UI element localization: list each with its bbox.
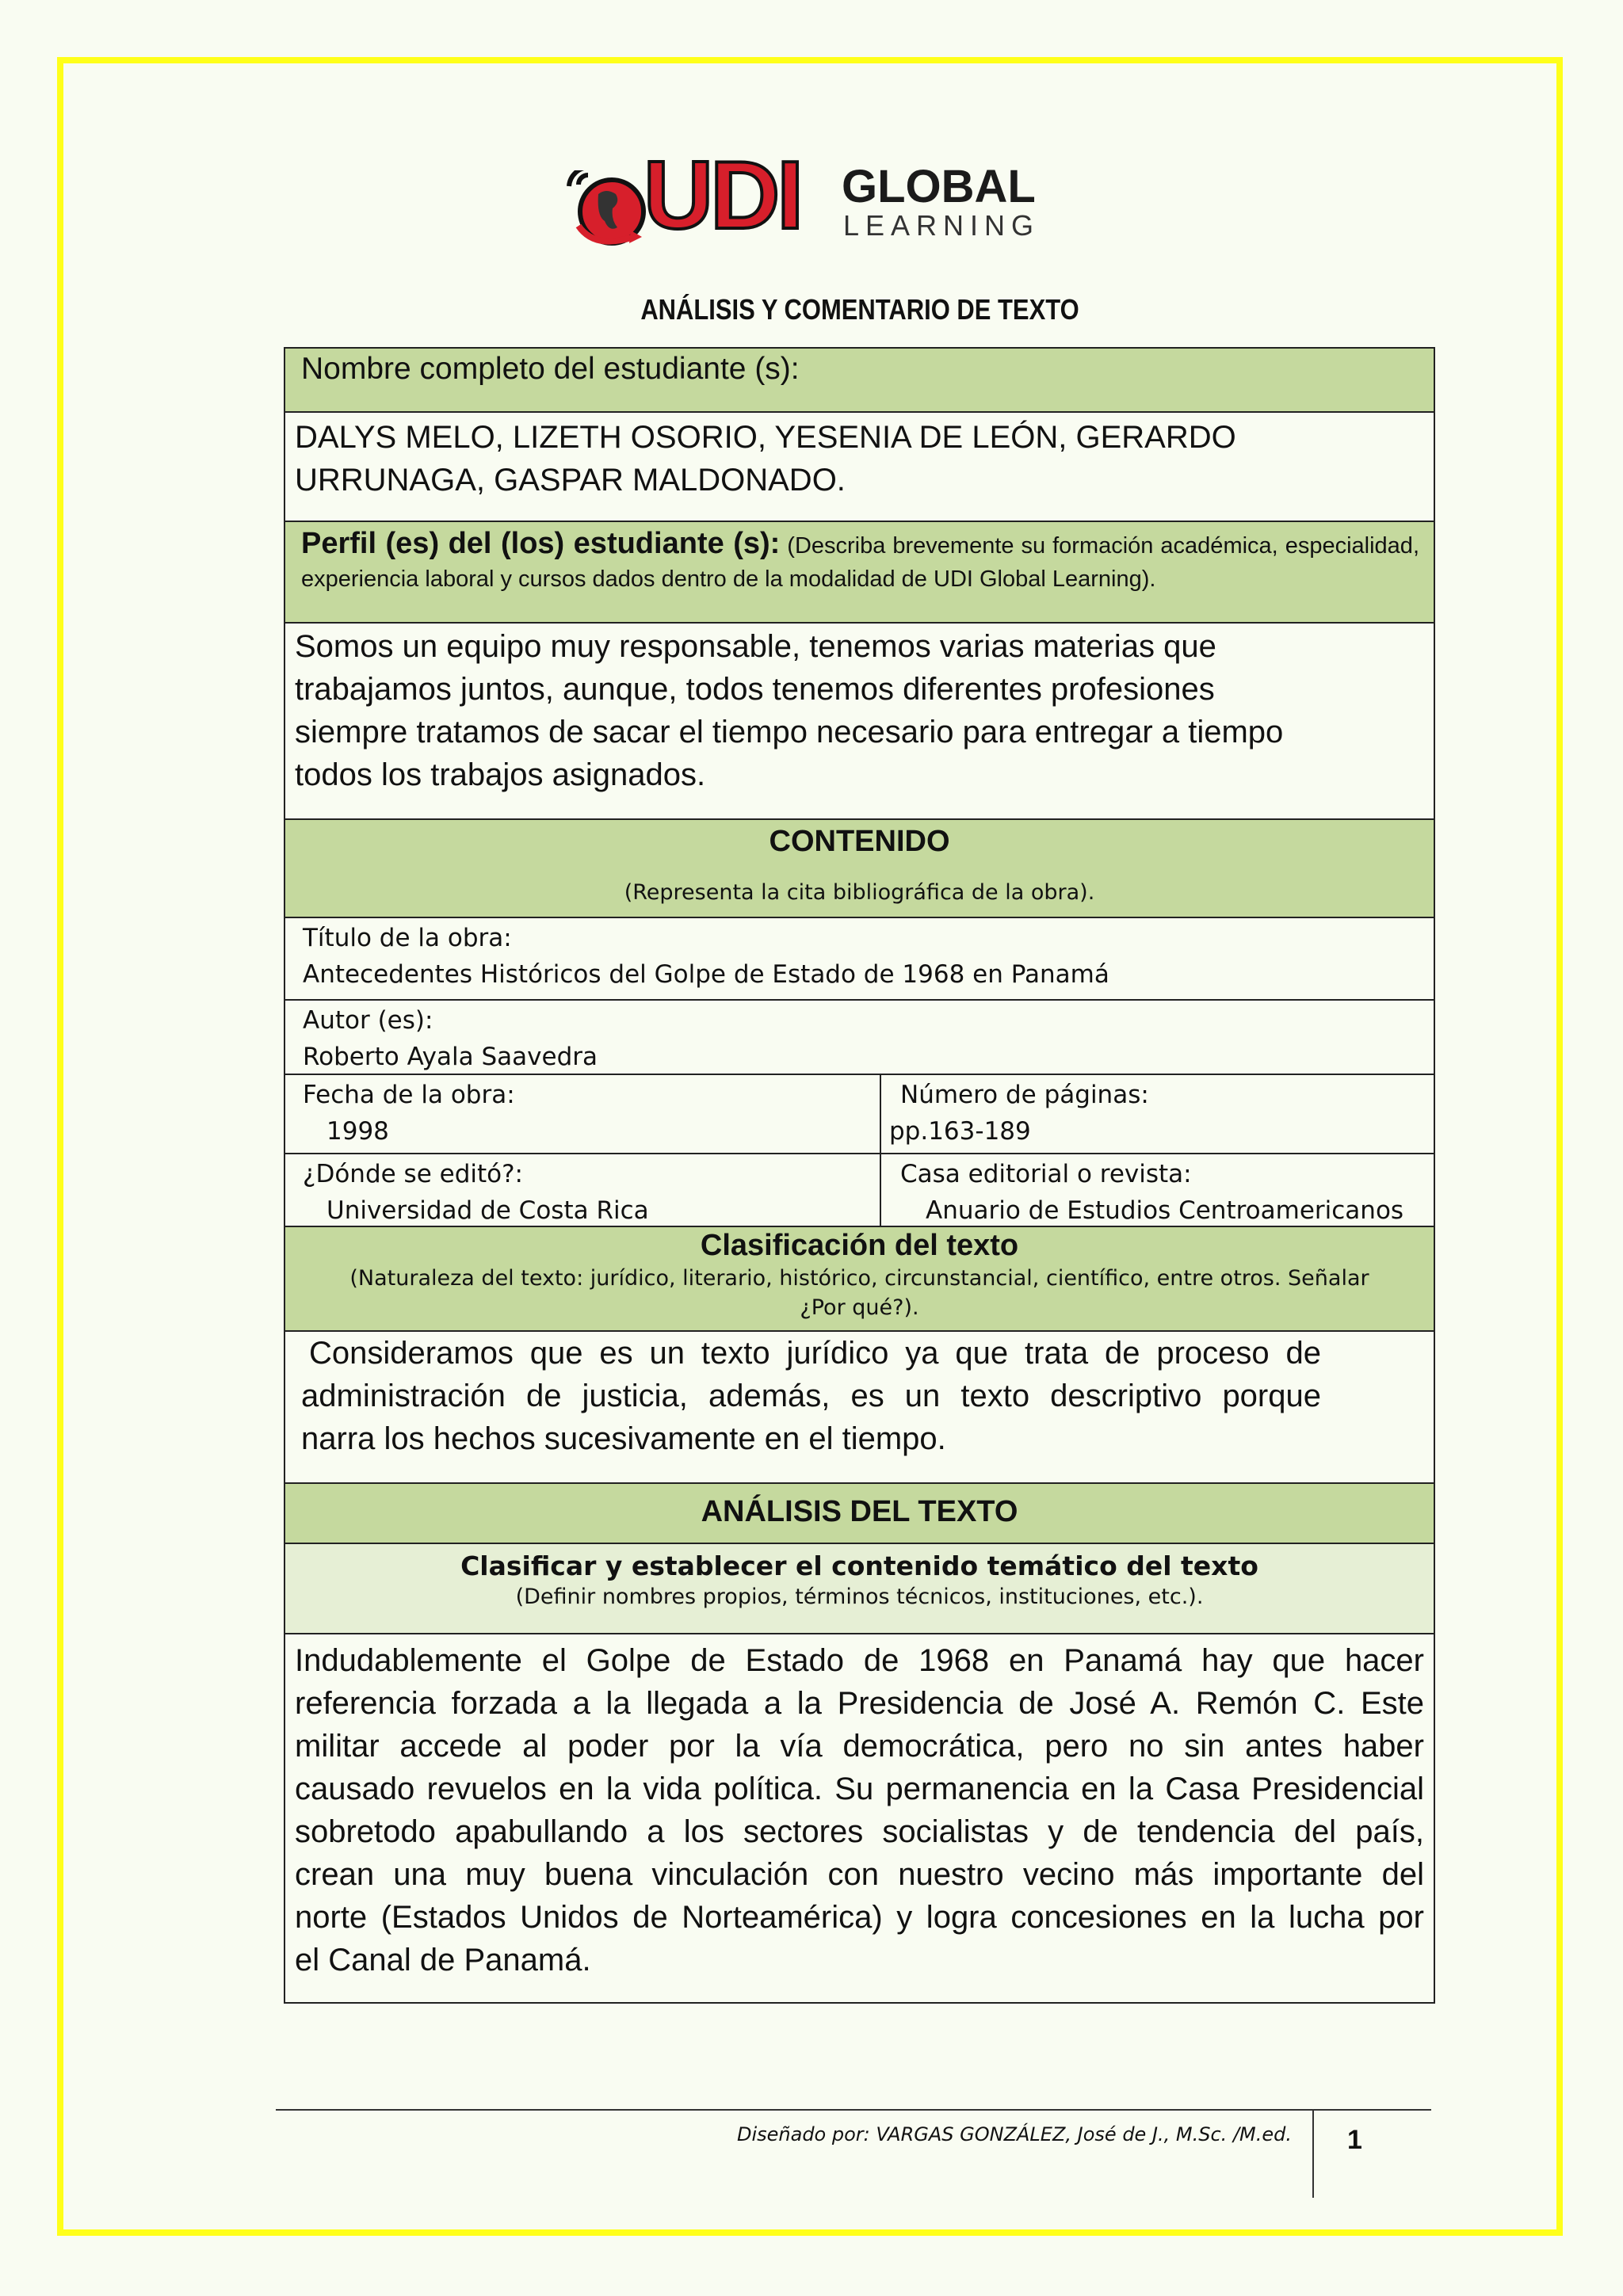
profile-header (284, 522, 1435, 624)
analysis-header (284, 1484, 1435, 1544)
date-label: Fecha de la obra: (303, 1081, 515, 1109)
pages-label: Número de páginas: (900, 1081, 1149, 1109)
author-cell (284, 1001, 1435, 1075)
analysis-subheading: Clasificar y establecer el contenido temático del texto (460, 1550, 1258, 1581)
profile-hint: (Describa brevemente su formación académica, especialidad, experiencia laboral y cursos dados dentro de la modalidad de UDI Global Learning). (301, 533, 1419, 592)
work-title-value: Antecedentes Históricos del Golpe de Estado de 1968 en Panamá (303, 960, 1109, 989)
classification-hint-line: ¿Por qué?). (800, 1295, 919, 1320)
document-title: ANÁLISIS Y COMENTARIO DE TEXTO (640, 293, 1079, 326)
content-section-header (284, 820, 1435, 918)
profile-label: Perfil (es) del (los) estudiante (s): (301, 527, 781, 560)
edition-place-value: Universidad de Costa Rica (327, 1196, 649, 1225)
classification-line: narra los hechos sucesivamente en el tiempo. (301, 1421, 946, 1456)
analysis-line: el Canal de Panamá. (295, 1943, 591, 1978)
edition-place-label: ¿Dónde se editó?: (303, 1160, 524, 1188)
analysis-line: militar accede al poder por la vía democrática, pero no sin antes haber (295, 1729, 1424, 1764)
page-number: 1 (1347, 2125, 1362, 2155)
student-name-label: Nombre completo del estudiante (s): (301, 352, 800, 386)
analysis-line: referencia forzada a la llegada a la Presidencia de José A. Remón C. Este (295, 1686, 1424, 1721)
classification-content-cell (284, 1332, 1435, 1484)
analysis-line: sobretodo apabullando a los sectores socialistas y de tendencia del país, (295, 1814, 1424, 1849)
udi-global-learning-logo (548, 131, 1041, 259)
author-label: Autor (es): (303, 1006, 433, 1035)
classification-line: administración de justicia, además, es un texto descriptivo porque (301, 1379, 1321, 1413)
student-name-header (284, 347, 1435, 413)
analysis-heading: ANÁLISIS DEL TEXTO (701, 1495, 1018, 1528)
pages-value: pp.163-189 (889, 1117, 1031, 1146)
profile-line: Somos un equipo muy responsable, tenemos varias materias que (295, 629, 1216, 664)
content-hint: (Representa la cita bibliográfica de la obra). (624, 880, 1095, 905)
analysis-content-cell (284, 1634, 1435, 2004)
date-value: 1998 (327, 1117, 389, 1146)
logo-global-text: GLOBAL (842, 161, 1036, 212)
content-heading: CONTENIDO (769, 825, 950, 858)
publisher-label: Casa editorial o revista: (900, 1160, 1192, 1188)
analysis-line: norte (Estados Unidos de Norteamérica) y logra concesiones en la lucha por (295, 1900, 1424, 1935)
classification-line: Consideramos que es un texto jurídico ya que trata de proceso de (309, 1336, 1321, 1371)
work-title-cell (284, 918, 1435, 1001)
logo-udi-text: UDI (643, 141, 801, 249)
analysis-hint: (Definir nombres propios, términos técnicos, instituciones, etc.). (515, 1585, 1204, 1609)
footer-designer: Diseñado por: VARGAS GONZÁLEZ, José de J., M.Sc. /M.ed. (736, 2123, 1292, 2145)
classification-heading: Clasificación del texto (700, 1229, 1019, 1262)
student-names-line: URRUNAGA, GASPAR MALDONADO. (295, 463, 846, 498)
profile-content-cell (284, 624, 1435, 820)
date-pages-row (284, 1075, 1435, 1154)
footer-divider (276, 2109, 1431, 2111)
analysis-line: crean una muy buena vinculación con nuestro vecino más importante del (295, 1857, 1424, 1892)
analysis-form-table (284, 347, 1435, 2004)
analysis-subheader (284, 1544, 1435, 1634)
student-names-line: DALYS MELO, LIZETH OSORIO, YESENIA DE LEÓN, GERARDO (295, 420, 1236, 455)
analysis-line: Indudablemente el Golpe de Estado de 1968 en Panamá hay que hacer (295, 1643, 1424, 1678)
footer-page-divider (1312, 2109, 1314, 2198)
classification-hint-line: (Naturaleza del texto: jurídico, literario, histórico, circunstancial, científico, entre otros. Señalar (349, 1266, 1369, 1291)
publisher-row (284, 1154, 1435, 1227)
profile-line: trabajamos juntos, aunque, todos tenemos diferentes profesiones (295, 672, 1215, 707)
profile-line: todos los trabajos asignados. (295, 757, 706, 792)
author-value: Roberto Ayala Saavedra (303, 1043, 598, 1071)
publisher-value: Anuario de Estudios Centroamericanos (926, 1196, 1404, 1225)
student-names-cell (284, 413, 1435, 522)
profile-line: siempre tratamos de sacar el tiempo necesario para entregar a tiempo (295, 715, 1284, 749)
work-title-label: Título de la obra: (303, 924, 512, 952)
classification-header (284, 1227, 1435, 1332)
analysis-line: causado revuelos en la vida política. Su permanencia en la Casa Presidencial (295, 1772, 1424, 1806)
logo-learning-text: LEARNING (843, 209, 1041, 242)
